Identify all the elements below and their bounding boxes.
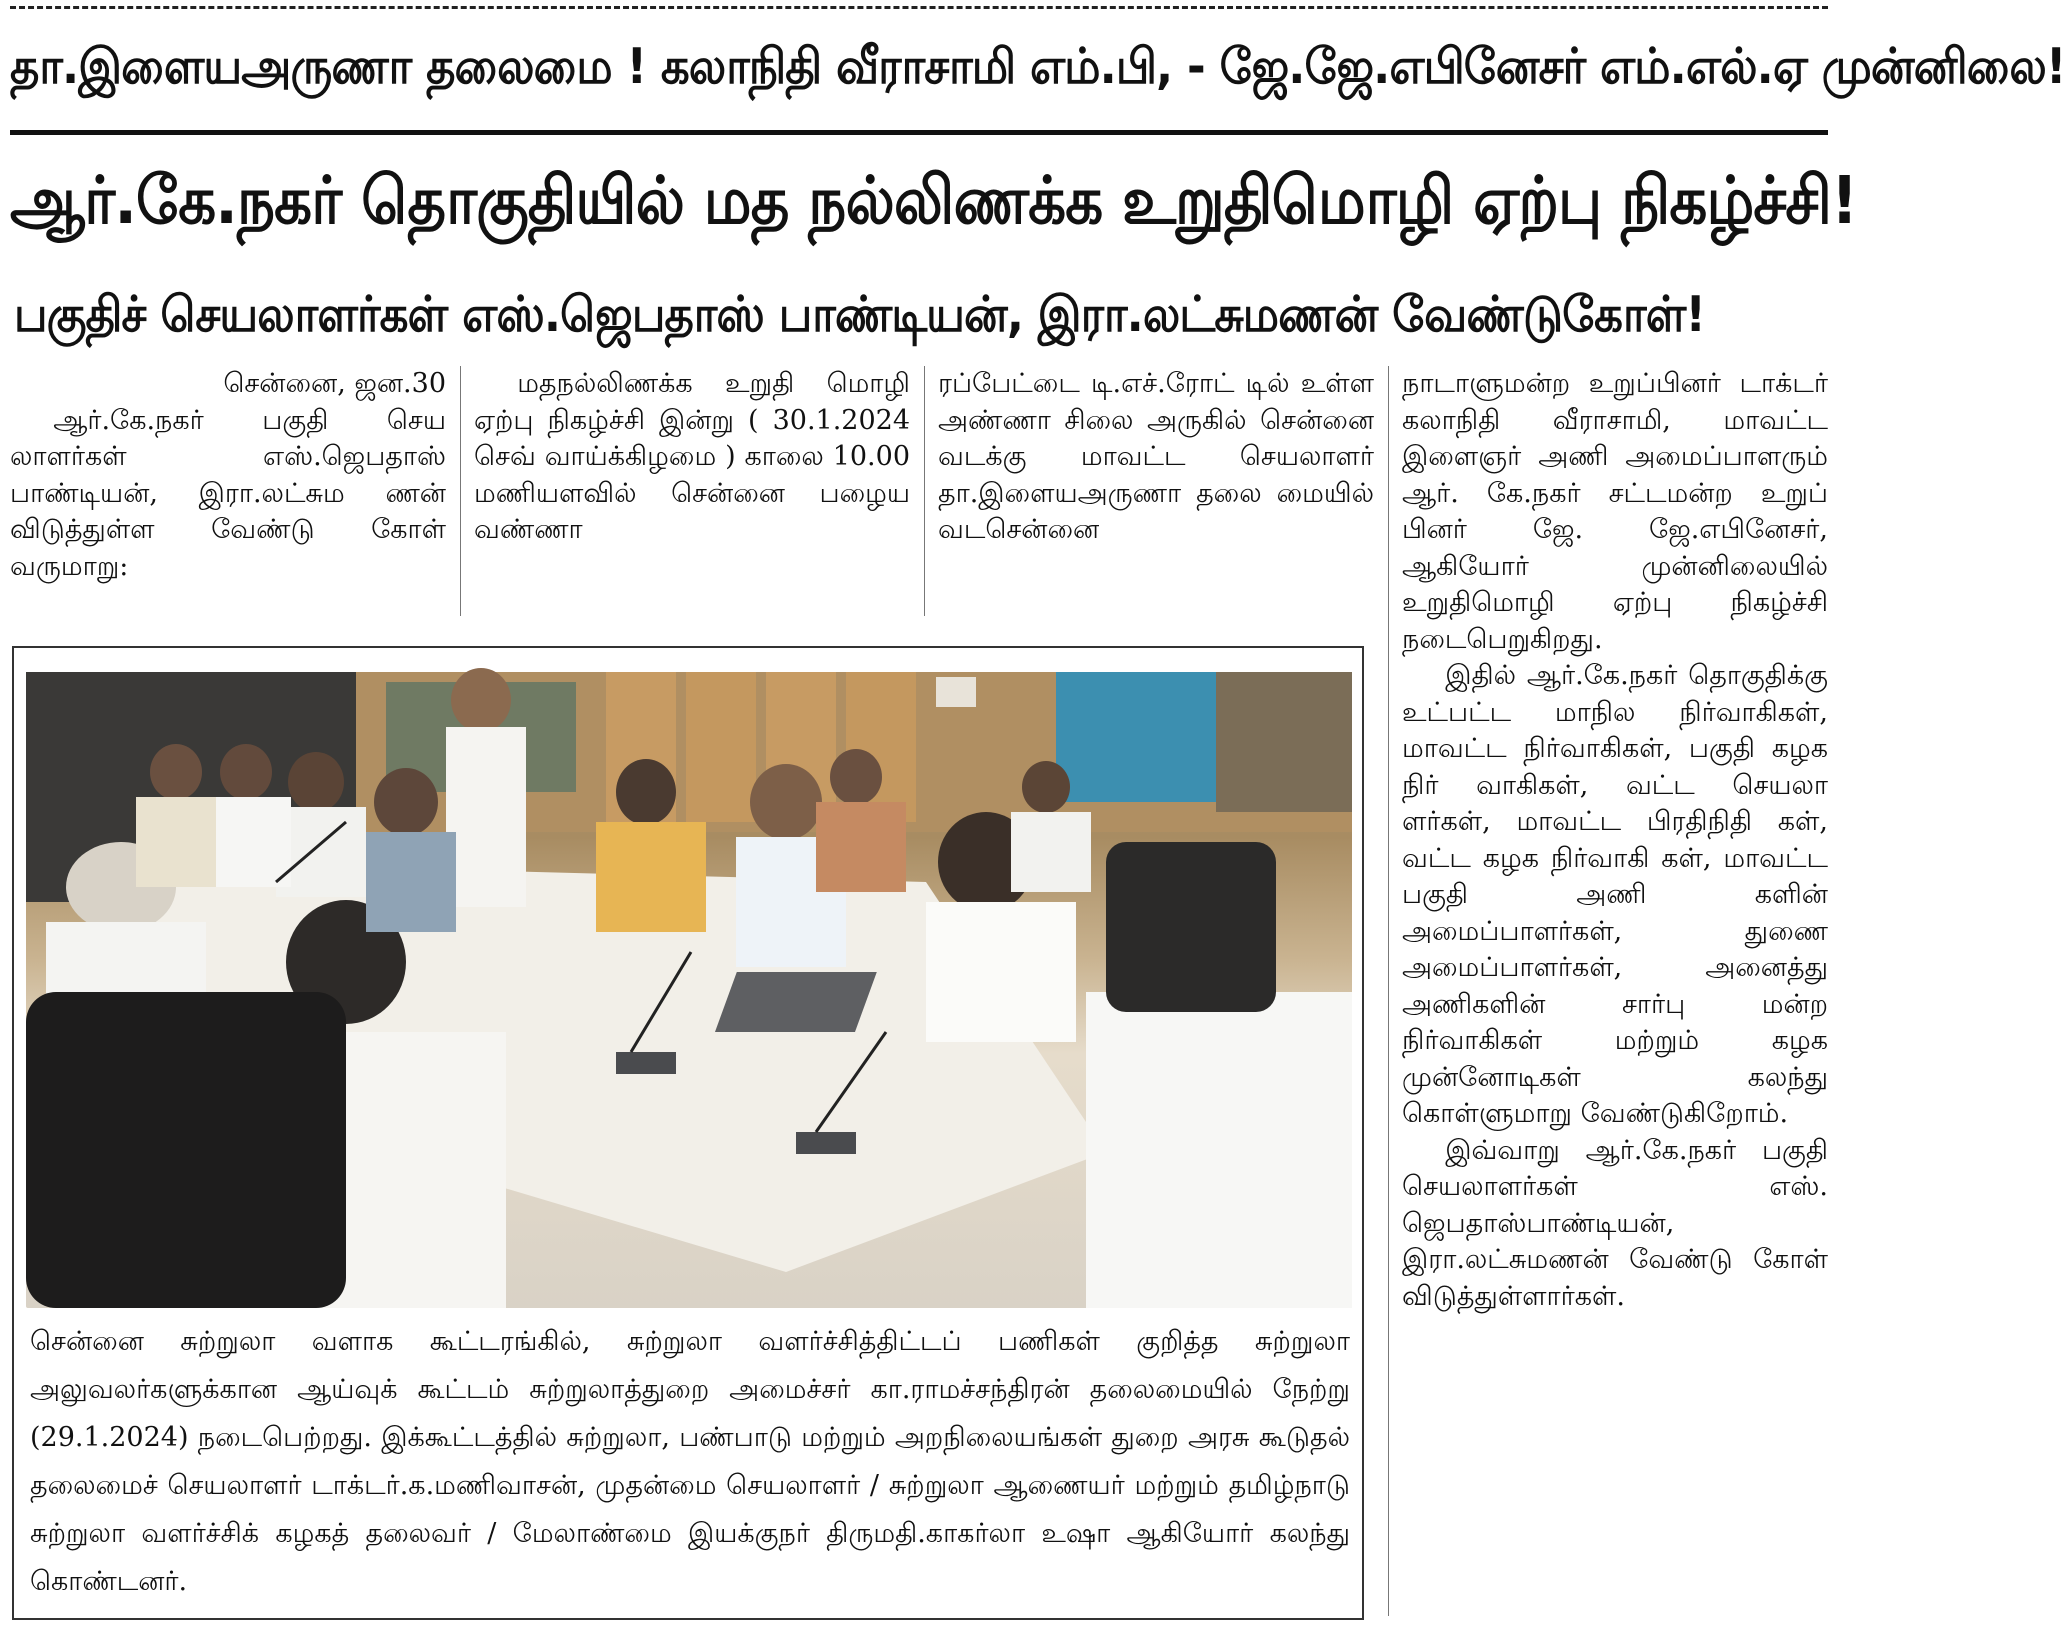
article-column-3	[938, 366, 1374, 618]
dateline: சென்னை, ஜன.30	[223, 368, 446, 399]
main-headline: ஆர்.கே.நகர் தொகுதியில் மத நல்லிணக்க உறுதிமொழி ஏற்பு நிகழ்ச்சி!	[10, 162, 1858, 239]
kicker-headline: தா.இளையஅருணா தலைமை ! கலாநிதி வீராசாமி எம்.பி, - ஜே.ஜே.எபினேசர் எம்.எல்.ஏ முன்னிலை!	[10, 38, 2066, 95]
article-column-1	[10, 366, 446, 618]
photo-story-box	[12, 646, 1364, 1620]
article-column-2	[474, 366, 910, 618]
column-4-paragraph-1: நாடாளுமன்ற உறுப்பினர் டாக்டர் கலாநிதி வீராசாமி, மாவட்ட இளைஞர் அணி அமைப்பாளரும் ஆர். கே.நகர் சட்டமன்ற உறுப் பினர் ஜே. ஜே.எபினேசர், ஆகியோர் முன்னிலையில் உறுதிமொழி ஏற்பு நிகழ்ச்சி நடைபெறுகிறது.	[1402, 368, 1828, 655]
column-divider	[1388, 366, 1389, 1616]
column-3-text: ரப்பேட்டை டி.எச்.ரோட் டில் உள்ள அண்ணா சிலை அருகில் சென்னை வடக்கு மாவட்ட செயலாளர் தா.இளையஅருணா தலை மையில் வடசென்னை	[938, 368, 1374, 545]
meeting-photo	[26, 672, 1352, 1308]
top-dashed-rule	[10, 6, 1828, 9]
headline-rule	[10, 130, 1828, 135]
sub-headline: பகுதிச் செயலாளர்கள் எஸ்.ஜெபதாஸ் பாண்டியன், இரா.லட்சுமணன் வேண்டுகோள்!	[14, 286, 1706, 343]
column-divider	[460, 366, 461, 616]
column-1-text: ஆர்.கே.நகர் பகுதி செய லாளர்கள் எஸ்.ஜெபதாஸ் பாண்டியன், இரா.லட்சும ணன் விடுத்துள்ள வேண்டு கோள் வருமாறு:	[10, 404, 446, 582]
article-column-4	[1402, 366, 1828, 1616]
column-4-paragraph-3: இவ்வாறு ஆர்.கே.நகர் பகுதி செயலாளர்கள் எஸ். ஜெபதாஸ்பாண்டியன், இரா.லட்சுமணன் வேண்டு கோள் விடுத்துள்ளார்கள்.	[1402, 1134, 1828, 1312]
column-2-text: மதநல்லிணக்க உறுதி மொழி ஏற்பு நிகழ்ச்சி இன்று ( 30.1.2024 செவ் வாய்க்கிழமை ) காலை 10.00 மணியளவில் சென்னை பழைய வண்ணா	[474, 368, 910, 545]
photo-caption: சென்னை சுற்றுலா வளாக கூட்டரங்கில், சுற்றுலா வளர்ச்சித்திட்டப் பணிகள் குறித்த சுற்றுலா அலுவலர்களுக்கான ஆய்வுக் கூட்டம் சுற்றுலாத்துறை அமைச்சர் கா.ராமச்சந்திரன் தலைமையில் நேற்று (29.1.2024) நடைபெற்றது. இக்கூட்டத்தில் சுற்றுலா, பண்பாடு மற்றும் அறநிலையங்கள் துறை அரசு கூடுதல் தலைமைச் செயலாளர் டாக்டர்.க.மணிவாசன், முதன்மை செயலாளர் / சுற்றுலா ஆணையர் மற்றும் தமிழ்நாடு சுற்றுலா வளர்ச்சிக் கழகத் தலைவர் / மேலாண்மை இயக்குநர் திருமதி.காகர்லா உஷா ஆகியோர் கலந்து கொண்டனர்.	[30, 1326, 1350, 1597]
column-4-paragraph-2: இதில் ஆர்.கே.நகர் தொகுதிக்கு உட்பட்ட மாநில நிர்வாகிகள், மாவட்ட நிர்வாகிகள், பகுதி கழக நிர் வாகிகள், வட்ட செயலா ளர்கள், மாவட்ட பிரதிநிதி கள், வட்ட கழக நிர்வாகி கள், மாவட்ட பகுதி அணி களின் அமைப்பாளர்கள், துணை அமைப்பாளர்கள், அனைத்து அணிகளின் சார்பு மன்ற நிர்வாகிகள் மற்றும் கழக முன்னோடிகள் கலந்து கொள்ளுமாறு வேண்டுகிறோம்.	[1402, 660, 1828, 1129]
column-divider	[924, 366, 925, 616]
